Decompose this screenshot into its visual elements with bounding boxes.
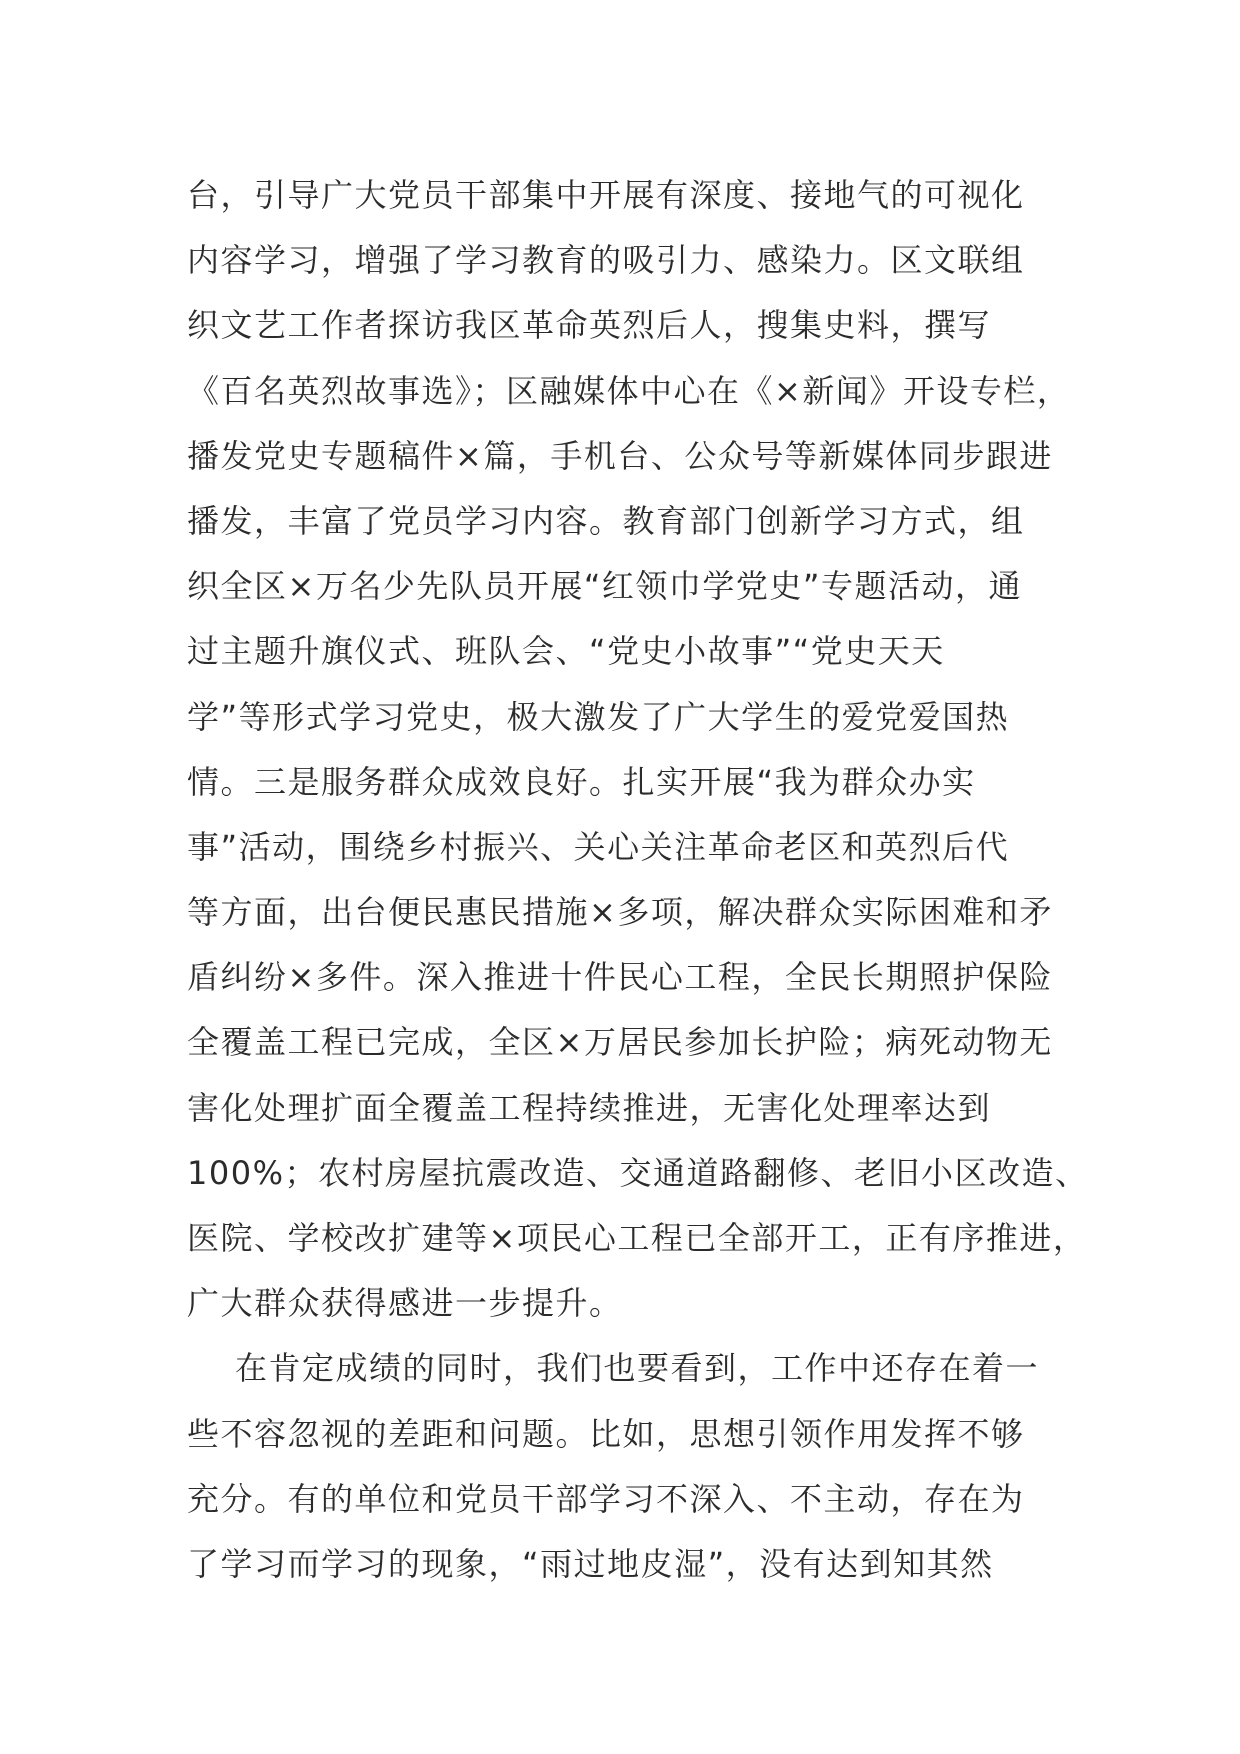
body-text bbox=[187, 163, 1089, 1597]
text-line: 盾纠纷×多件。深入推进十件民心工程，全民长期照护保险 bbox=[187, 958, 1053, 997]
text-line: 害化处理扩面全覆盖工程持续推进，无害化处理率达到 bbox=[187, 1088, 992, 1127]
text-line: 全覆盖工程已完成，全区×万居民参加长护险；病死动物无 bbox=[187, 1023, 1053, 1062]
text-line: 些不容忽视的差距和问题。比如，思想引领作用发挥不够 bbox=[187, 1414, 1025, 1453]
text-line: 学”等形式学习党史，极大激发了广大学生的爱党爱国热 bbox=[187, 697, 1010, 736]
text-line: 织文艺工作者探访我区革命英烈后人，搜集史料，撰写 bbox=[187, 306, 992, 345]
text-line: 过主题升旗仪式、班队会、“党史小故事”“党史天天 bbox=[187, 632, 945, 671]
text-line: 广大群众获得感进一步提升。 bbox=[187, 1284, 623, 1323]
text-line: 100%；农村房屋抗震改造、交通道路翻修、老旧小区改造、 bbox=[187, 1153, 1089, 1192]
text-line: 充分。有的单位和党员干部学习不深入、不主动，存在为 bbox=[187, 1479, 1025, 1518]
text-line: 情。三是服务群众成效良好。扎实开展“我为群众办实 bbox=[187, 762, 976, 801]
text-line: 播发，丰富了党员学习内容。教育部门创新学习方式，组 bbox=[187, 501, 1025, 540]
text-line: 事”活动，围绕乡村振兴、关心关注革命老区和英烈后代 bbox=[187, 827, 1010, 866]
text-line: 播发党史专题稿件×篇，手机台、公众号等新媒体同步跟进 bbox=[187, 436, 1053, 475]
text-line: 织全区×万名少先队员开展“红领巾学党史”专题活动，通 bbox=[187, 567, 1022, 606]
text-line: 台，引导广大党员干部集中开展有深度、接地气的可视化 bbox=[187, 176, 1025, 214]
text-line: 等方面，出台便民惠民措施×多项，解决群众实际困难和矛 bbox=[187, 893, 1053, 932]
text-line: 《百名英烈故事选》；区融媒体中心在《×新闻》开设专栏， bbox=[187, 371, 1071, 410]
paragraph-start-line: 在肯定成绩的同时，我们也要看到，工作中还存在着一 bbox=[235, 1349, 1040, 1388]
text-line: 医院、学校改扩建等×项民心工程已全部开工，正有序推进， bbox=[187, 1219, 1087, 1257]
text-line: 内容学习，增强了学习教育的吸引力、感染力。区文联组 bbox=[187, 241, 1025, 280]
text-line: 了学习而学习的现象，“雨过地皮湿”，没有达到知其然 bbox=[187, 1544, 994, 1583]
